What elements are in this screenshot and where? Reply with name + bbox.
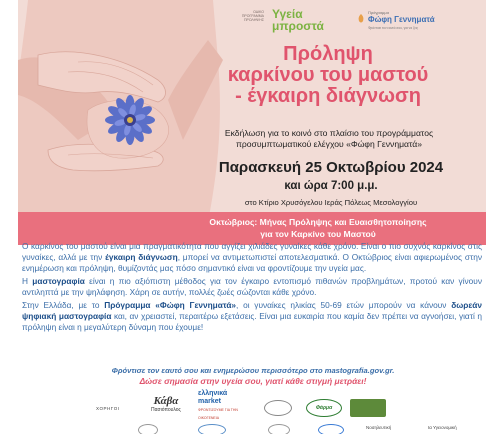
page-title: Πρόληψη καρκίνου του μαστού - έγκαιρη διάγνωση [227,43,429,107]
bottom-sponsor-row [128,424,486,434]
event-venue: στο Κτίριο Χρυσόγελου Ιεράς Πόλεως Μεσολογγίου [244,198,418,207]
bottom-text-nursing: Νοσηλευτική [366,425,392,430]
fofi-gennimata-logo: Φώφη Γεννηματά [368,15,435,24]
poster [18,0,486,434]
bottom-seal-logo-4 [318,424,344,434]
hero-section [18,0,486,222]
paragraph-2: Η μαστογραφία είναι η πιο αξιόπιστη μέθοδος για τον έγκαιρο εντοπισμό πιθανών προβλημάτων, προτού καν γίνουν αντιληπτά με την ψηλάφηση. Χάρη σε αυτήν, πολλές ζωές σώζονται κάθε χρόνο. [22,276,482,297]
awareness-band-text: Οκτώβριος: Μήνας Πρόληψης και Ευαισθητοποίησης για τον Καρκίνο του Μαστού [209,217,427,239]
ygeia-mprosta-logo: Υγεία μπροστά [272,7,324,33]
closing-slogan: Δώσε σημασία στην υγεία σου, γιατί κάθε στιγμή μετράει! [139,376,367,386]
paragraph-1: Ο καρκίνος του μαστού είναι μια πραγματικότητα που αγγίζει χιλιάδες γυναίκες κάθε χρόνο. Είναι ο πιο συχνός καρκίνος στις γυναίκες, αλλά με την έγκαιρη διάγνωση, μπορεί να αντιμετωπιστεί αποτελεσματικά. Ο Οκτώβριος είναι αφιερωμένος στην ενημέρωση και πρόληψη, θυμίζοντάς μας πόσο σημαντικό είναι να φροντίζουμε την υγεία μας. [22,241,482,273]
bottom-seal-logo-3 [268,424,290,434]
sponsors-label: ΧΟΡΗΓΟΙ [96,406,120,411]
fofi-logo-icon [356,13,366,25]
body-text [22,241,482,335]
bottom-seal-logo-2 [198,424,226,434]
event-date: Παρασκευή 25 Οκτωβρίου 2024 [218,159,444,176]
sponsor-market-logo: ελληνικά market ΦΡΟΝΤΙΖΟΥΜΕ ΓΙΑ ΤΗΝ ΟΙΚΟΓΕΝΕΙΑ [198,390,238,420]
program-small-logo: ΟΔΙΚΟ ΠΡΟΓΡΑΜΜΑ ΠΡΟΛΗΨΗΣ [241,10,264,22]
closing-info: Φρόντισε τον εαυτό σου και ενημερώσου περισσότερο στο mastografia.gov.gr. [111,366,395,375]
sponsor-oval-logo [264,400,292,416]
event-subtitle: Εκδήλωση για το κοινό στο πλαίσιο του προγράμματος προσυμπτωματικού ελέγχου «Φώφη Γεννηματά» [224,128,434,149]
sponsor-kava-logo: Κάβα Πασιόπουλος [151,395,181,413]
paragraph-3: Στην Ελλάδα, με το Πρόγραμμα «Φώφη Γεννηματά», οι γυναίκες ηλικίας 50-69 ετών μπορούν να κάνουν δωρεάν ψηφιακή μαστογραφία και, αν χρειαστεί, περαιτέρω εξετάσεις. Είναι μια ευκαιρία που καμία δεν πρέπει να αγνοήσει, γιατί η πρόληψη είναι η μεγαλύτερη δύναμη που έχουμε! [22,300,483,332]
blue-cornflower-icon [104,94,156,146]
sponsor-farma-logo: Φάρμα [306,399,342,417]
bottom-text-health: Ια Υγειονομική [428,425,457,430]
sponsor-green-logo [350,399,386,417]
event-time: και ώρα 7:00 μ.μ. [284,180,378,192]
program-label: Πρόγραμμα [368,10,389,15]
fofi-slogan: Φρόντισε τον εαυτό σου, για να ζεις [368,26,419,30]
bottom-seal-logo-1 [138,424,158,434]
